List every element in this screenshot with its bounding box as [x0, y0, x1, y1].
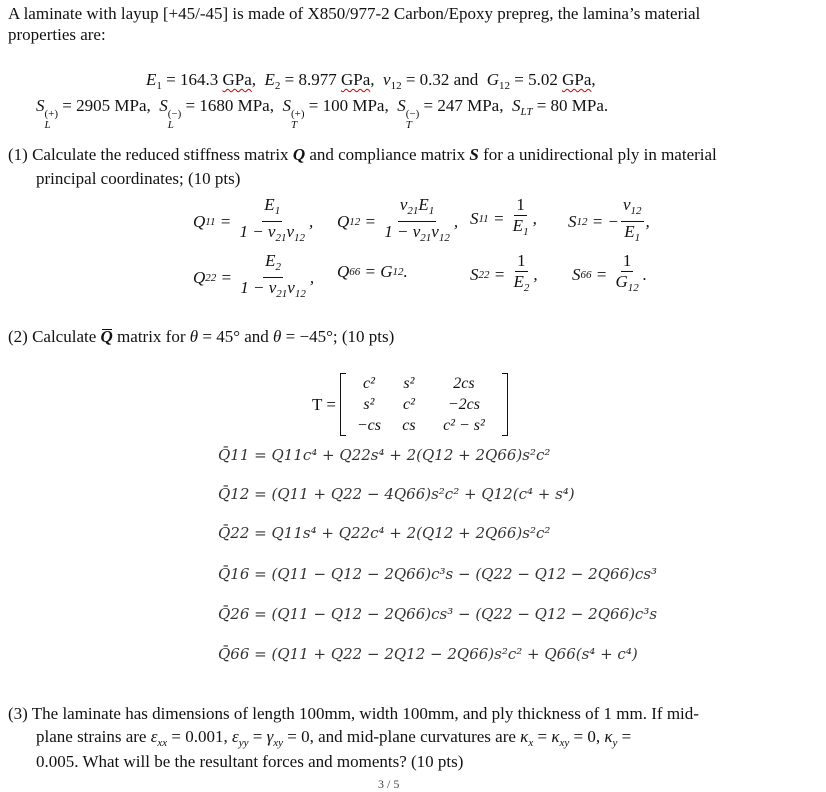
qbar-11-equation: Q̄11 = Q11c⁴ + Q22s⁴ + 2(Q12 + 2Q66)s²c²	[218, 446, 551, 464]
transformation-matrix	[312, 373, 508, 436]
qbar-16-equation: Q̄16 = (Q11 − Q12 − 2Q66)c³s − (Q22 − Q12 − 2Q66)cs³	[218, 565, 658, 583]
t-matrix-cell: cs	[402, 417, 416, 434]
t-matrix-grid	[346, 373, 502, 436]
formula-q12: Q 12 = $\frac{v_{21}E_1}{1 - v_{21}v_{12}}$ ,	[337, 195, 459, 244]
question-3-line-2: plane strains are $\varepsilon_{xx} = 0.001$, $\varepsilon_{yy} = \gamma_{xy} = 0$, and mid-plane curvatures are $\kappa_x = \kappa_{xy} = 0$, $\kappa_y$ =	[36, 727, 632, 749]
t-matrix-cell: c²	[402, 396, 415, 413]
question-1-line-2: principal coordinates; (10 pts)	[36, 169, 241, 188]
question-3-line-3: 0.005. What will be the resultant forces and moments? (10 pts)	[36, 752, 464, 771]
qbar-66-equation: Q̄66 = (Q11 + Q22 − 2Q12 − 2Q66)s²c² + Q66(s⁴ + c⁴)	[218, 645, 638, 663]
formula-q66: Q 66 = G 12 .	[337, 262, 408, 281]
t-matrix-cell: −cs	[356, 417, 381, 434]
question-2: (2) Calculate Q matrix for θ = 45° and θ = −45°; (10 pts)	[8, 327, 395, 346]
qbar-26-equation: Q̄26 = (Q11 − Q12 − 2Q66)cs³ − (Q22 − Q12 − 2Q66)c³s	[218, 605, 658, 623]
question-3-line-1: (3) The laminate has dimensions of length 100mm, width 100mm, and ply thickness of 1 mm. If mid-	[8, 704, 699, 723]
t-matrix-cell: s²	[403, 375, 415, 392]
formula-s12: S 12 = − $\frac{v_{12}}{E_1}$ ,	[568, 195, 650, 244]
formula-s66: S 66 = $\frac{1}{G_{12}}$ .	[572, 251, 648, 294]
question-1-line-1: (1) Calculate the reduced stiffness matrix Q and compliance matrix S for a unidirectional ply in material	[8, 145, 717, 164]
t-matrix-cell: c²	[362, 375, 375, 392]
intro-line-2: properties are:	[8, 25, 106, 44]
t-matrix-cell: −2cs	[447, 396, 480, 413]
page-indicator: 3 / 5	[378, 777, 400, 791]
t-matrix-cell: c² − s²	[443, 417, 485, 434]
qbar-12-equation: Q̄12 = (Q11 + Q22 − 4Q66)s²c² + Q12(c⁴ + s⁴)	[218, 485, 575, 503]
properties-line-1: $E_1 = 164.3$ GPa, $E_2 = 8.977$ GPa, $v_{12} = 0.32$ and $G_{12} = 5.02$ GPa,	[146, 70, 596, 92]
formula-q22: Q 22 = $\frac{E_2}{1 - v_{21}v_{12}}$ ,	[193, 251, 315, 300]
t-matrix-cell: 2cs	[453, 375, 475, 392]
formula-s22: S 22 = $\frac{1}{E_2}$ ,	[470, 251, 538, 294]
intro-line-1: A laminate with layup [+45/-45] is made of X850/977-2 Carbon/Epoxy prepreg, the lamina’s material	[8, 4, 701, 23]
formula-q11: Q 11 = $\frac{E_1}{1 - v_{21}v_{12}}$ ,	[193, 195, 314, 244]
formula-s11: S 11 = $\frac{1}{E_1}$ ,	[470, 195, 537, 238]
properties-line-2: S (+) L = 2905 MPa, S (−) L = 1680 MPa, S (+) T = 100 MPa, S (−) T = 247 MPa, $S_{LT} = 80$ MPa.	[36, 96, 609, 131]
t-matrix-cell: s²	[363, 396, 375, 413]
qbar-22-equation: Q̄22 = Q11s⁴ + Q22c⁴ + 2(Q12 + 2Q66)s²c²	[218, 524, 551, 542]
t-label: T =	[312, 394, 336, 414]
